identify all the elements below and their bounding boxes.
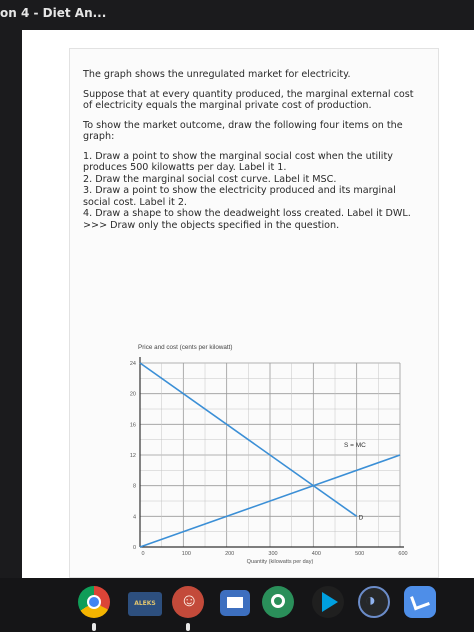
x-tick-label: 100 [181,551,191,557]
tab-title[interactable]: on 4 - Diet An... [0,6,107,20]
electricity-market-chart[interactable] [70,313,438,577]
play-store-icon[interactable] [312,586,344,618]
aleks-icon[interactable] [128,592,162,616]
y-tick-label: 4 [132,514,136,521]
active-indicator [186,623,190,631]
x-tick-label: 400 [311,551,321,557]
graph-area[interactable] [70,313,438,577]
color-picker-icon[interactable] [262,586,294,618]
question-panel [69,48,439,578]
question-assumption: Suppose that at every quantity produced, the marginal external cost of electricity equals the marginal private cost of production. [83,88,414,111]
aleks-icon-label: ALEKS [134,600,156,607]
taskbar [0,578,474,632]
series-label: S = MC [344,442,366,449]
chrome-icon[interactable] [78,586,110,618]
series-label: D [358,514,364,522]
x-tick-label: 200 [225,551,235,557]
y-axis-label: Price and cost (cents per kilowatt) [138,344,233,351]
x-tick-label: 500 [355,551,365,557]
x-tick-label: 600 [398,551,408,557]
y-tick-label: 24 [129,361,136,367]
screen [22,30,474,578]
slides-icon[interactable] [220,590,250,616]
x-tick-label: 300 [268,551,278,557]
step-4: 4. Draw a shape to show the deadweight loss created. Label it DWL. [83,208,411,219]
question-steps [83,151,423,232]
y-tick-label: 0 [132,545,136,551]
step-3: 3. Draw a point to show the electricity produced and its marginal social cost. Label it 2. [83,185,399,208]
step-note: >>> Draw only the objects specified in the question. [83,219,340,231]
y-tick-label: 20 [129,391,136,398]
x-axis-label: Quantity (kilowatts per day) [246,559,314,565]
files-icon[interactable] [358,586,390,618]
step-1: 1. Draw a point to show the marginal social cost when the utility produces 500 kilowatts per day. Label it 1. [83,150,396,173]
active-indicator [92,623,96,631]
question-text [83,69,423,231]
y-tick-label: 8 [132,483,136,490]
question-instruction: To show the market outcome, draw the following four items on the graph: [83,119,403,142]
y-tick-label: 16 [129,422,136,429]
step-2: 2. Draw the marginal social cost curve. Label it MSC. [83,173,337,185]
y-tick-label: 12 [129,453,136,459]
question-intro: The graph shows the unregulated market for electricity. [83,69,351,80]
chat-icon[interactable] [404,586,436,618]
palette-icon[interactable] [172,586,204,618]
x-tick-label: 0 [141,551,145,557]
